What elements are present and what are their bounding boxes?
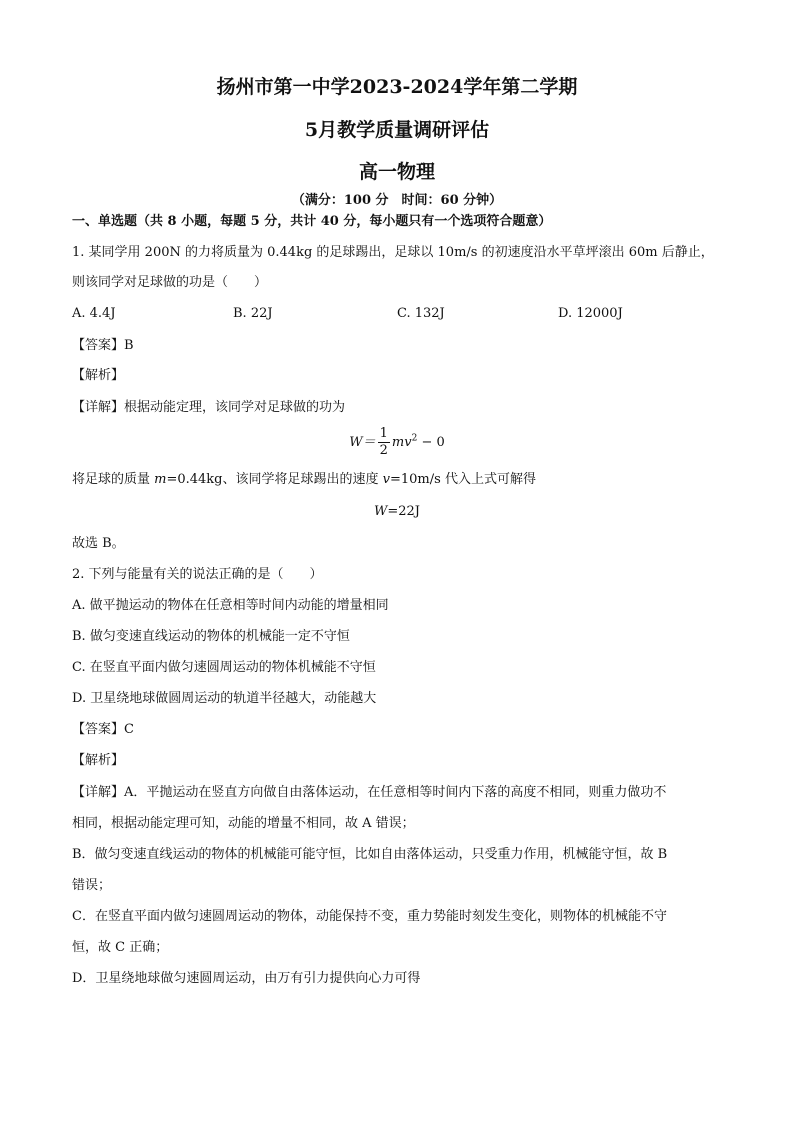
- q2-detail-line: 相同，根据动能定理可知，动能的增量不相同，故 A 错误；: [72, 816, 415, 831]
- detail2-a: 将足球的质量: [72, 472, 155, 487]
- q2-detail-line: C．在竖直平面内做匀速圆周运动的物体，动能保持不变，重力势能时刻发生变化，则物体的机械能不守: [72, 909, 667, 924]
- result-value: =22J: [387, 504, 421, 519]
- q2-option-c: C. 在竖直平面内做匀速圆周运动的物体机械能不守恒: [72, 660, 376, 675]
- formula-mv: mv: [391, 435, 412, 450]
- formula-numerator: 1: [379, 426, 388, 441]
- q1-analysis: 【解析】: [72, 368, 125, 383]
- q1-option-a: A. 4.4J: [72, 306, 116, 321]
- q1-option-c: C. 132J: [397, 306, 445, 321]
- detail2-b: =0.44kg、该同学将足球踢出的速度: [166, 472, 383, 487]
- detail2-v: v: [382, 472, 390, 487]
- q1-stem-line1: 1. 某同学用 200N 的力将质量为 0.44kg 的足球踢出，足球以 10m/s 的初速度沿水平草坪滚出 60m 后静止，: [72, 245, 714, 260]
- result-w: W: [373, 504, 388, 519]
- q1-detail-line2: [72, 471, 536, 489]
- formula-tail: − 0: [417, 435, 445, 450]
- formula-fraction: [378, 426, 390, 459]
- q2-detail-line: 错误；: [72, 878, 112, 893]
- q1-option-b: B. 22J: [233, 306, 273, 321]
- formula-lhs: W＝: [349, 435, 376, 450]
- formula-exponent: 2: [411, 433, 418, 444]
- section-heading: 一、单选题（共 8 小题，每题 5 分，共计 40 分，每小题只有一个选项符合题意）: [72, 214, 552, 229]
- exam-title: 5月教学质量调研评估: [304, 119, 490, 141]
- detail2-m: m: [154, 472, 167, 487]
- q1-result: [0, 503, 794, 521]
- q2-option-d: D. 卫星绕地球做圆周运动的轨道半径越大，动能越大: [72, 691, 377, 706]
- q1-answer: 【答案】B: [72, 338, 134, 353]
- subject-title: 高一物理: [358, 161, 435, 183]
- detail2-c: =10m/s 代入上式可解得: [390, 472, 536, 487]
- q2-detail-line: 恒，故 C 正确；: [72, 940, 169, 955]
- formula-denominator: 2: [379, 443, 388, 458]
- q1-detail-line1: 【详解】根据动能定理，该同学对足球做的功为: [72, 400, 346, 415]
- q1-conclusion: 故选 B。: [72, 536, 125, 551]
- q2-stem: 2. 下列与能量有关的说法正确的是（ ）: [72, 567, 323, 582]
- q2-option-b: B. 做匀变速直线运动的物体的机械能一定不守恒: [72, 629, 350, 644]
- q2-answer: 【答案】C: [72, 722, 134, 737]
- q1-formula: [0, 426, 794, 459]
- q2-detail-line: 【详解】A．平抛运动在竖直方向做自由落体运动，在任意相等时间内下落的高度不相同，则重力做功不: [72, 785, 667, 800]
- q2-detail-line: B．做匀变速直线运动的物体的机械能可能守恒，比如自由落体运动，只受重力作用，机械能守恒，故 B: [72, 847, 668, 862]
- q2-detail-line: D．卫星绕地球做匀速圆周运动，由万有引力提供向心力可得: [72, 971, 421, 986]
- q1-option-d: D. 12000J: [558, 306, 623, 321]
- q2-option-a: A. 做平抛运动的物体在任意相等时间内动能的增量相同: [72, 598, 389, 613]
- q1-stem-line2: 则该同学对足球做的功是（ ）: [72, 275, 268, 290]
- school-term-title: 扬州市第一中学2023-2024学年第二学期: [216, 76, 578, 98]
- exam-meta: （满分：100 分 时间：60 分钟）: [291, 193, 503, 208]
- q2-analysis: 【解析】: [72, 753, 125, 768]
